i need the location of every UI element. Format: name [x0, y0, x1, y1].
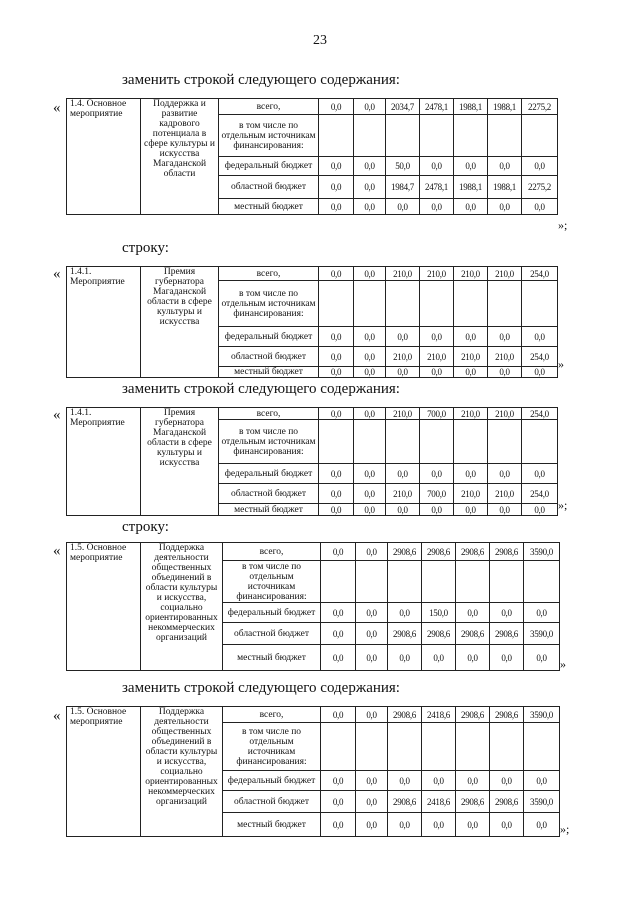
amount-cell: 0,0: [321, 543, 356, 561]
amount-cell: 0,0: [354, 367, 386, 378]
amount-cell: [490, 561, 524, 603]
amount-cell: 700,0: [420, 484, 454, 504]
table-row: [67, 408, 558, 420]
amount-cell: 1988,1: [454, 176, 488, 199]
amount-cell: 1988,1: [488, 99, 522, 115]
amount-cell: 210,0: [454, 484, 488, 504]
amount-cell: 0,0: [319, 504, 354, 516]
amount-cell: 0,0: [488, 367, 522, 378]
amount-cell: 0,0: [488, 157, 522, 176]
funding-source: в том числе по отдельным источникам финансирования:: [219, 115, 319, 157]
funding-source: всего,: [219, 99, 319, 115]
amount-cell: 210,0: [488, 267, 522, 281]
amount-cell: 0,0: [321, 813, 356, 837]
amount-cell: [422, 723, 456, 771]
amount-cell: 2908,6: [422, 543, 456, 561]
amount-cell: 0,0: [319, 99, 354, 115]
amount-cell: [319, 420, 354, 464]
amount-cell: 0,0: [490, 771, 524, 791]
amount-cell: 210,0: [488, 484, 522, 504]
amount-cell: 0,0: [454, 327, 488, 347]
amount-cell: [388, 561, 422, 603]
amount-cell: 2908,6: [422, 623, 456, 645]
amount-cell: 0,0: [386, 327, 420, 347]
amount-cell: 0,0: [354, 199, 386, 215]
amount-cell: 2908,6: [388, 707, 422, 723]
amount-cell: 0,0: [488, 504, 522, 516]
amount-cell: 210,0: [420, 347, 454, 367]
amount-cell: [490, 723, 524, 771]
amount-cell: 2478,1: [420, 99, 454, 115]
amount-cell: 0,0: [321, 645, 356, 671]
amount-cell: 0,0: [420, 367, 454, 378]
amount-cell: 2275,2: [522, 99, 558, 115]
amount-cell: 0,0: [319, 176, 354, 199]
amount-cell: 0,0: [456, 771, 490, 791]
amount-cell: 2908,6: [490, 791, 524, 813]
amount-cell: [420, 420, 454, 464]
funding-source: в том числе по отдельным источникам финансирования:: [219, 420, 319, 464]
amount-cell: [456, 723, 490, 771]
funding-source: федеральный бюджет: [219, 464, 319, 484]
amount-cell: [524, 561, 560, 603]
amount-cell: 0,0: [522, 327, 558, 347]
amount-cell: 0,0: [388, 771, 422, 791]
amount-cell: 0,0: [356, 543, 388, 561]
amount-cell: [319, 281, 354, 327]
amount-cell: [522, 420, 558, 464]
amount-cell: 0,0: [388, 813, 422, 837]
amount-cell: 0,0: [456, 603, 490, 623]
amount-cell: [321, 561, 356, 603]
amount-cell: 0,0: [356, 623, 388, 645]
funding-source: федеральный бюджет: [223, 771, 321, 791]
budget-table: [66, 542, 560, 671]
amount-cell: 0,0: [354, 347, 386, 367]
amount-cell: 0,0: [356, 603, 388, 623]
amount-cell: 2034,7: [386, 99, 420, 115]
amount-cell: 150,0: [422, 603, 456, 623]
amount-cell: 0,0: [354, 484, 386, 504]
amount-cell: 0,0: [488, 464, 522, 484]
amount-cell: [422, 561, 456, 603]
amount-cell: 0,0: [321, 791, 356, 813]
amount-cell: 0,0: [488, 327, 522, 347]
amount-cell: [356, 723, 388, 771]
amount-cell: [354, 420, 386, 464]
closing-quote: »;: [558, 218, 568, 232]
budget-table: [66, 98, 558, 215]
funding-source: всего,: [219, 408, 319, 420]
budget-table: [66, 266, 558, 378]
opening-quote: «: [53, 708, 61, 724]
amount-cell: [456, 561, 490, 603]
amount-cell: [321, 723, 356, 771]
amount-cell: 0,0: [522, 157, 558, 176]
amount-cell: [319, 115, 354, 157]
amount-cell: 2908,6: [388, 543, 422, 561]
amount-cell: 0,0: [524, 603, 560, 623]
amount-cell: 0,0: [354, 408, 386, 420]
amount-cell: 0,0: [354, 176, 386, 199]
funding-source: в том числе по отдельным источникам финансирования:: [223, 561, 321, 603]
amount-cell: [454, 115, 488, 157]
funding-source: местный бюджет: [223, 813, 321, 837]
amount-cell: 254,0: [522, 484, 558, 504]
amount-cell: 0,0: [356, 707, 388, 723]
amount-cell: 210,0: [420, 267, 454, 281]
amount-cell: 0,0: [386, 504, 420, 516]
amount-cell: [356, 561, 388, 603]
amount-cell: [522, 281, 558, 327]
amount-cell: [454, 420, 488, 464]
budget-table: [66, 706, 560, 837]
amount-cell: 210,0: [386, 267, 420, 281]
amount-cell: 0,0: [356, 791, 388, 813]
instruction-heading: заменить строкой следующего содержания:: [122, 72, 400, 88]
funding-source: местный бюджет: [219, 504, 319, 516]
instruction-heading: заменить строкой следующего содержания:: [122, 680, 400, 696]
amount-cell: [524, 723, 560, 771]
funding-source: местный бюджет: [219, 367, 319, 378]
amount-cell: 0,0: [490, 645, 524, 671]
amount-cell: 0,0: [354, 464, 386, 484]
amount-cell: 0,0: [524, 771, 560, 791]
amount-cell: 0,0: [321, 603, 356, 623]
amount-cell: 0,0: [422, 771, 456, 791]
amount-cell: 0,0: [454, 367, 488, 378]
amount-cell: 1988,1: [454, 99, 488, 115]
amount-cell: 0,0: [319, 484, 354, 504]
amount-cell: 254,0: [522, 347, 558, 367]
measure-name: Премия губернатора Магаданской области в сфере культуры и искусства: [141, 408, 219, 516]
amount-cell: 0,0: [490, 603, 524, 623]
funding-source: местный бюджет: [223, 645, 321, 671]
funding-source: областной бюджет: [219, 484, 319, 504]
amount-cell: 0,0: [420, 327, 454, 347]
funding-source: всего,: [223, 543, 321, 561]
amount-cell: 210,0: [386, 408, 420, 420]
opening-quote: «: [53, 266, 61, 282]
amount-cell: 0,0: [488, 199, 522, 215]
measure-code: 1.4. Основное мероприятие: [67, 99, 141, 215]
amount-cell: [454, 281, 488, 327]
amount-cell: 2908,6: [388, 623, 422, 645]
funding-source: всего,: [219, 267, 319, 281]
amount-cell: [522, 115, 558, 157]
amount-cell: 0,0: [386, 199, 420, 215]
opening-quote: «: [53, 100, 61, 116]
amount-cell: 0,0: [354, 99, 386, 115]
instruction-heading: строку:: [122, 519, 169, 535]
amount-cell: 0,0: [420, 504, 454, 516]
measure-code: 1.5. Основное мероприятие: [67, 707, 141, 837]
amount-cell: 0,0: [454, 464, 488, 484]
amount-cell: 0,0: [422, 645, 456, 671]
amount-cell: 210,0: [454, 347, 488, 367]
amount-cell: 210,0: [488, 408, 522, 420]
amount-cell: 0,0: [456, 813, 490, 837]
amount-cell: 0,0: [354, 327, 386, 347]
amount-cell: 0,0: [319, 157, 354, 176]
amount-cell: 1984,7: [386, 176, 420, 199]
amount-cell: 2908,6: [456, 623, 490, 645]
amount-cell: 2908,6: [456, 707, 490, 723]
measure-name: Поддержка деятельности общественных объединений в области культуры и искусства, социально ориентированных некоммерческих организаций: [141, 543, 223, 671]
amount-cell: 0,0: [354, 504, 386, 516]
amount-cell: 0,0: [454, 504, 488, 516]
amount-cell: 0,0: [524, 813, 560, 837]
amount-cell: 2908,6: [388, 791, 422, 813]
amount-cell: 0,0: [321, 707, 356, 723]
funding-source: областной бюджет: [223, 791, 321, 813]
amount-cell: 210,0: [386, 347, 420, 367]
opening-quote: «: [53, 407, 61, 423]
measure-code: 1.4.1. Мероприятие: [67, 267, 141, 378]
amount-cell: 0,0: [522, 367, 558, 378]
table-row: [67, 707, 560, 723]
amount-cell: [420, 281, 454, 327]
amount-cell: 0,0: [321, 771, 356, 791]
measure-name: Премия губернатора Магаданской области в сфере культуры и искусства: [141, 267, 219, 378]
amount-cell: 254,0: [522, 267, 558, 281]
amount-cell: [386, 281, 420, 327]
amount-cell: [386, 115, 420, 157]
amount-cell: 2478,1: [420, 176, 454, 199]
measure-code: 1.5. Основное мероприятие: [67, 543, 141, 671]
amount-cell: 0,0: [522, 464, 558, 484]
amount-cell: 210,0: [454, 267, 488, 281]
closing-quote: »;: [560, 822, 570, 836]
amount-cell: [386, 420, 420, 464]
closing-quote: »;: [558, 498, 568, 512]
amount-cell: 0,0: [422, 813, 456, 837]
budget-table: [66, 407, 558, 516]
measure-name: Поддержка деятельности общественных объединений в области культуры и искусства, социально ориентированных некоммерческих организаций: [141, 707, 223, 837]
amount-cell: 0,0: [386, 464, 420, 484]
amount-cell: 3590,0: [524, 623, 560, 645]
amount-cell: 2418,6: [422, 791, 456, 813]
amount-cell: 0,0: [356, 813, 388, 837]
amount-cell: 0,0: [319, 408, 354, 420]
amount-cell: 254,0: [522, 408, 558, 420]
amount-cell: 2908,6: [456, 791, 490, 813]
funding-source: федеральный бюджет: [223, 603, 321, 623]
amount-cell: 0,0: [354, 157, 386, 176]
amount-cell: 0,0: [354, 267, 386, 281]
amount-cell: 0,0: [319, 367, 354, 378]
amount-cell: 0,0: [319, 199, 354, 215]
amount-cell: [488, 115, 522, 157]
amount-cell: 0,0: [522, 504, 558, 516]
instruction-heading: заменить строкой следующего содержания:: [122, 381, 400, 397]
amount-cell: 0,0: [522, 199, 558, 215]
amount-cell: 1988,1: [488, 176, 522, 199]
amount-cell: 0,0: [524, 645, 560, 671]
amount-cell: 0,0: [319, 464, 354, 484]
amount-cell: [488, 281, 522, 327]
instruction-heading: строку:: [122, 240, 169, 256]
funding-source: местный бюджет: [219, 199, 319, 215]
amount-cell: 0,0: [388, 645, 422, 671]
amount-cell: 0,0: [319, 327, 354, 347]
amount-cell: 0,0: [454, 157, 488, 176]
amount-cell: 210,0: [386, 484, 420, 504]
amount-cell: 700,0: [420, 408, 454, 420]
amount-cell: 3590,0: [524, 543, 560, 561]
amount-cell: [354, 115, 386, 157]
amount-cell: 3590,0: [524, 707, 560, 723]
table-row: [67, 99, 558, 115]
amount-cell: 2275,2: [522, 176, 558, 199]
funding-source: областной бюджет: [219, 347, 319, 367]
closing-quote: »: [560, 657, 566, 671]
funding-source: федеральный бюджет: [219, 157, 319, 176]
funding-source: в том числе по отдельным источникам финансирования:: [219, 281, 319, 327]
funding-source: федеральный бюджет: [219, 327, 319, 347]
amount-cell: 3590,0: [524, 791, 560, 813]
table-row: [67, 267, 558, 281]
amount-cell: 50,0: [386, 157, 420, 176]
amount-cell: 2908,6: [490, 623, 524, 645]
funding-source: в том числе по отдельным источникам финансирования:: [223, 723, 321, 771]
amount-cell: 0,0: [386, 367, 420, 378]
funding-source: областной бюджет: [219, 176, 319, 199]
amount-cell: 0,0: [490, 813, 524, 837]
amount-cell: 2908,6: [490, 707, 524, 723]
funding-source: всего,: [223, 707, 321, 723]
closing-quote: »: [558, 357, 564, 371]
amount-cell: 0,0: [388, 603, 422, 623]
amount-cell: 0,0: [456, 645, 490, 671]
amount-cell: 2418,6: [422, 707, 456, 723]
amount-cell: 2908,6: [490, 543, 524, 561]
amount-cell: 0,0: [454, 199, 488, 215]
amount-cell: [354, 281, 386, 327]
amount-cell: 0,0: [321, 623, 356, 645]
amount-cell: [420, 115, 454, 157]
amount-cell: 2908,6: [456, 543, 490, 561]
measure-name: Поддержка и развитие кадрового потенциала в сфере культуры и искусства Магаданской области: [141, 99, 219, 215]
amount-cell: 0,0: [420, 199, 454, 215]
amount-cell: 210,0: [488, 347, 522, 367]
amount-cell: 210,0: [454, 408, 488, 420]
amount-cell: 0,0: [319, 347, 354, 367]
opening-quote: «: [53, 543, 61, 559]
page-number: 23: [313, 33, 327, 48]
amount-cell: [488, 420, 522, 464]
amount-cell: 0,0: [356, 645, 388, 671]
table-row: [67, 543, 560, 561]
measure-code: 1.4.1. Мероприятие: [67, 408, 141, 516]
amount-cell: 0,0: [420, 464, 454, 484]
funding-source: областной бюджет: [223, 623, 321, 645]
amount-cell: [388, 723, 422, 771]
amount-cell: 0,0: [319, 267, 354, 281]
amount-cell: 0,0: [420, 157, 454, 176]
amount-cell: 0,0: [356, 771, 388, 791]
